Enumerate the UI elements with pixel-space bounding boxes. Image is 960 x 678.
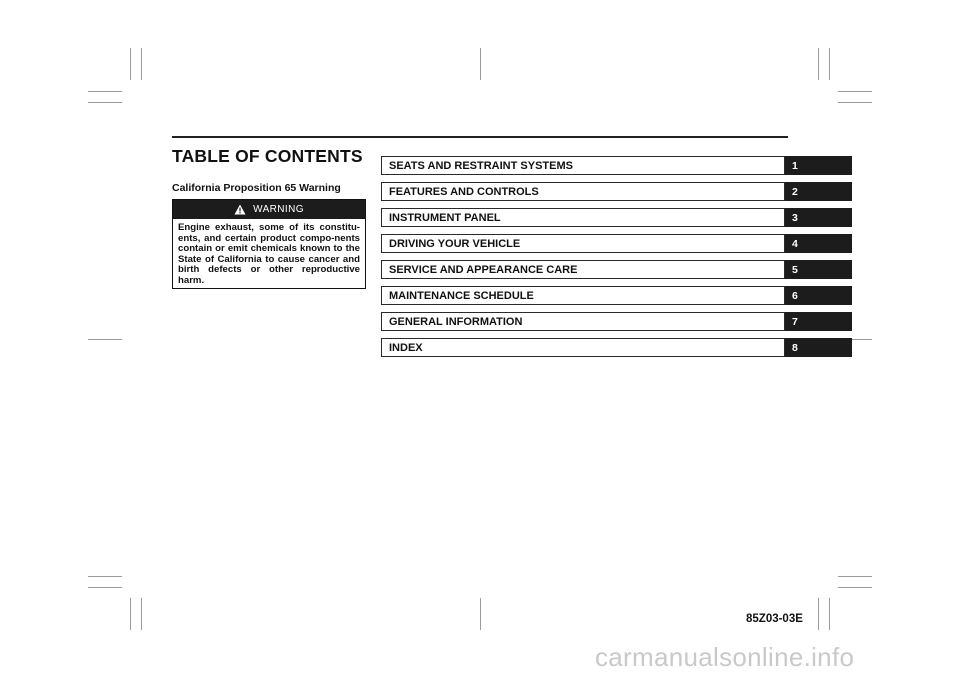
crop-mark: [818, 48, 819, 80]
crop-mark: [141, 598, 142, 630]
toc-item-label: SEATS AND RESTRAINT SYSTEMS: [381, 156, 785, 175]
toc-list: [381, 156, 852, 364]
crop-mark: [829, 598, 830, 630]
crop-mark: [130, 48, 131, 80]
toc-item[interactable]: [381, 286, 852, 305]
toc-item-label: FEATURES AND CONTROLS: [381, 182, 785, 201]
toc-item-number-tab: 6: [785, 286, 852, 305]
crop-mark: [838, 91, 872, 92]
toc-item-number-tab: 2: [785, 182, 852, 201]
toc-item-number-tab: 4: [785, 234, 852, 253]
page-code: 85Z03-03E: [746, 613, 803, 625]
crop-mark: [141, 48, 142, 80]
watermark: carmanualsonline.info: [595, 642, 855, 672]
warning-box: [172, 199, 366, 289]
crop-mark: [88, 91, 122, 92]
warning-header: [173, 200, 365, 219]
warning-triangle-icon: [234, 204, 246, 215]
proposition-heading: California Proposition 65 Warning: [172, 182, 341, 194]
crop-mark: [829, 48, 830, 80]
toc-item[interactable]: [381, 312, 852, 331]
toc-item-number-tab: 5: [785, 260, 852, 279]
crop-mark: [818, 598, 819, 630]
toc-item-number-tab: 7: [785, 312, 852, 331]
toc-item-label: INSTRUMENT PANEL: [381, 208, 785, 227]
header-rule: [172, 136, 788, 138]
crop-mark: [88, 102, 122, 103]
crop-mark: [838, 576, 872, 577]
toc-item[interactable]: [381, 182, 852, 201]
toc-item-number-tab: 3: [785, 208, 852, 227]
page-title: TABLE OF CONTENTS: [172, 146, 363, 166]
toc-item-number-tab: 1: [785, 156, 852, 175]
toc-item-label: GENERAL INFORMATION: [381, 312, 785, 331]
toc-item[interactable]: [381, 338, 852, 357]
crop-mark: [88, 339, 122, 340]
toc-item[interactable]: [381, 156, 852, 175]
crop-mark: [88, 587, 122, 588]
toc-item-label: INDEX: [381, 338, 785, 357]
crop-mark: [88, 576, 122, 577]
crop-mark: [838, 102, 872, 103]
toc-item-label: MAINTENANCE SCHEDULE: [381, 286, 785, 305]
toc-item[interactable]: [381, 234, 852, 253]
toc-item-label: DRIVING YOUR VEHICLE: [381, 234, 785, 253]
toc-item[interactable]: [381, 208, 852, 227]
toc-item-number-tab: 8: [785, 338, 852, 357]
toc-item-label: SERVICE AND APPEARANCE CARE: [381, 260, 785, 279]
crop-mark: [480, 48, 481, 80]
warning-text: Engine exhaust, some of its constitu-ents, and certain product compo-nents contain or emit chemicals known to the State of California to cause cancer and birth defects or other reproductive harm.: [178, 222, 360, 286]
warning-label: WARNING: [253, 204, 304, 215]
crop-mark: [130, 598, 131, 630]
crop-mark: [838, 587, 872, 588]
crop-mark: [480, 598, 481, 630]
toc-item[interactable]: [381, 260, 852, 279]
